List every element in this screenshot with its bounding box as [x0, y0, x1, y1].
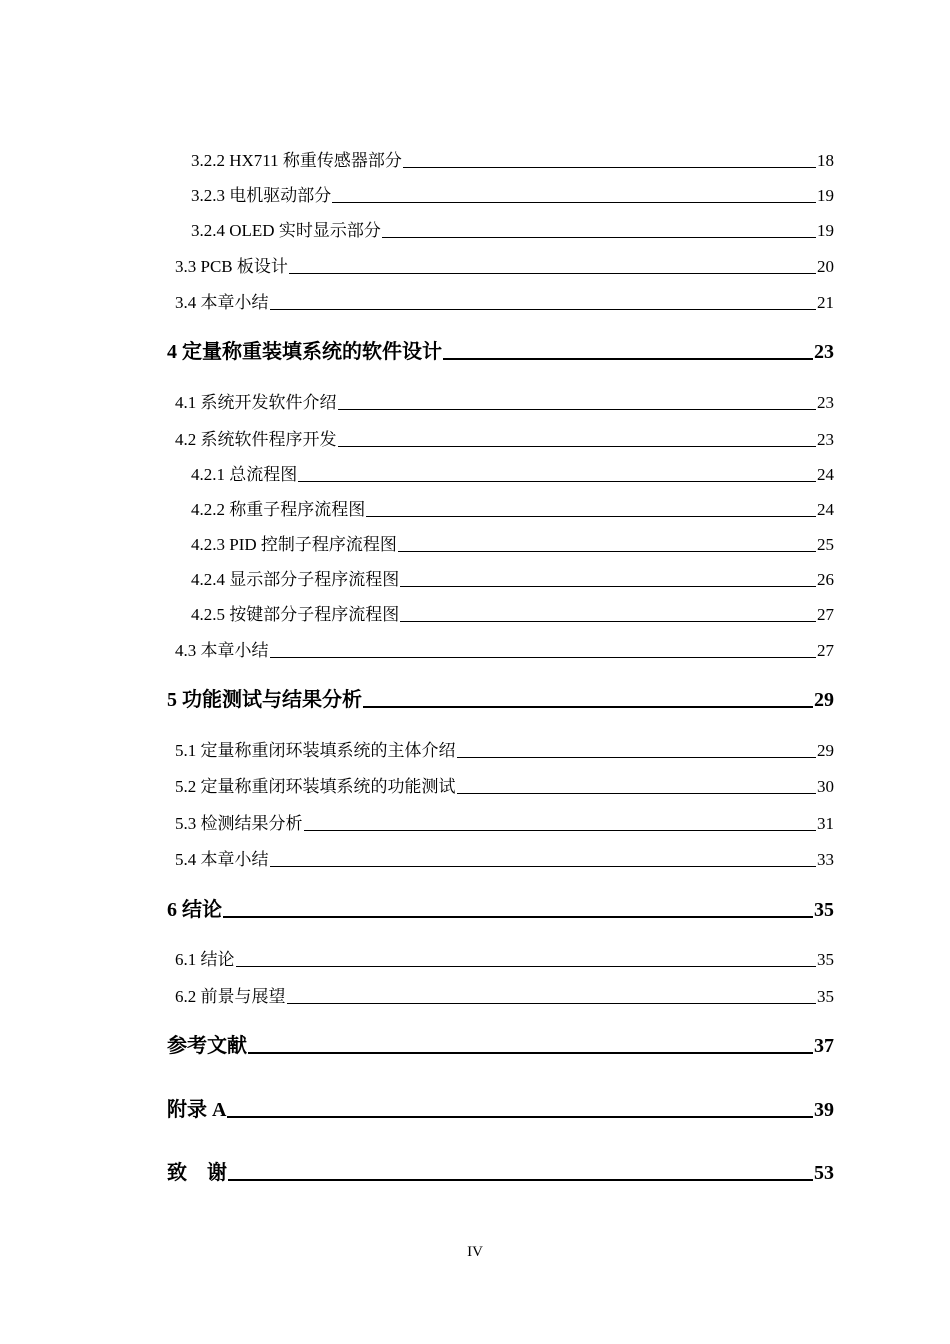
toc-entry-page: 24	[817, 500, 834, 519]
toc-entry-title: 6.2 前景与展望	[175, 987, 286, 1006]
toc-entry[interactable]	[0, 945, 950, 970]
toc-leader-line	[228, 1179, 813, 1181]
toc-entry-title: 5.1 定量称重闭环装填系统的主体介绍	[175, 741, 456, 760]
toc-entry-title: 3.3 PCB 板设计	[175, 257, 288, 276]
toc-entry-title: 3.4 本章小结	[175, 293, 269, 312]
toc-leader-line	[400, 586, 816, 587]
toc-entry-title: 4.2.1 总流程图	[191, 465, 298, 484]
toc-leader-line	[270, 657, 817, 658]
toc-leader-line	[227, 1116, 813, 1118]
toc-entry-page: 27	[817, 641, 834, 660]
toc-leader-line	[248, 1052, 813, 1054]
toc-leader-line	[403, 167, 816, 168]
toc-leader-line	[287, 1003, 817, 1004]
toc-chapter-entry[interactable]	[0, 683, 950, 712]
toc-entry-title: 5.3 检测结果分析	[175, 814, 303, 833]
toc-entry-page: 37	[814, 1035, 834, 1057]
toc-entry[interactable]	[0, 495, 950, 520]
toc-entry-title: 附录 A	[167, 1099, 227, 1121]
toc-entry[interactable]	[0, 425, 950, 450]
toc-entry[interactable]	[0, 288, 950, 313]
toc-entry[interactable]	[0, 636, 950, 661]
toc-entry[interactable]	[0, 845, 950, 870]
toc-entry[interactable]	[0, 772, 950, 797]
toc-entry-title: 4.3 本章小结	[175, 641, 269, 660]
toc-chapter-entry[interactable]	[0, 1029, 950, 1058]
toc-leader-line	[400, 621, 816, 622]
toc-entry[interactable]	[0, 181, 950, 206]
toc-leader-line	[332, 202, 816, 203]
toc-entry[interactable]	[0, 252, 950, 277]
toc-entry-title: 4.2.4 显示部分子程序流程图	[191, 570, 400, 589]
toc-leader-line	[366, 516, 816, 517]
toc-leader-line	[236, 966, 817, 967]
toc-leader-line	[363, 706, 813, 708]
toc-entry-title: 3.2.4 OLED 实时显示部分	[191, 221, 381, 240]
toc-leader-line	[223, 916, 813, 918]
toc-entry[interactable]	[0, 809, 950, 834]
toc-entry-page: 19	[817, 221, 834, 240]
toc-entry-title: 4.2 系统软件程序开发	[175, 430, 337, 449]
toc-entry-page: 35	[814, 899, 834, 921]
toc-entry-title: 5 功能测试与结果分析	[167, 689, 362, 711]
toc-entry[interactable]	[0, 146, 950, 171]
toc-entry-page: 27	[817, 605, 834, 624]
toc-entry-title: 致 谢	[167, 1162, 227, 1184]
toc-entry-title: 6 结论	[167, 899, 222, 921]
toc-entry[interactable]	[0, 388, 950, 413]
toc-leader-line	[270, 309, 817, 310]
toc-entry-title: 4.2.2 称重子程序流程图	[191, 500, 366, 519]
toc-leader-line	[398, 551, 816, 552]
toc-entry[interactable]	[0, 982, 950, 1007]
toc-entry-page: 23	[817, 430, 834, 449]
toc-entry-page: 26	[817, 570, 834, 589]
toc-leader-line	[382, 237, 816, 238]
toc-leader-line	[457, 757, 817, 758]
toc-leader-line	[289, 273, 816, 274]
toc-leader-line	[270, 866, 817, 867]
toc-entry[interactable]	[0, 565, 950, 590]
toc-entry-page: 29	[817, 741, 834, 760]
toc-entry-title: 4.1 系统开发软件介绍	[175, 393, 337, 412]
toc-entry-page: 20	[817, 257, 834, 276]
toc-entry-page: 35	[817, 987, 834, 1006]
toc-entry-title: 4.2.3 PID 控制子程序流程图	[191, 535, 397, 554]
toc-entry-page: 33	[817, 850, 834, 869]
page-number-footer: IV	[467, 1244, 483, 1260]
toc-leader-line	[443, 358, 813, 360]
toc-entry-title: 4.2.5 按键部分子程序流程图	[191, 605, 400, 624]
toc-entry[interactable]	[0, 460, 950, 485]
toc-entry-page: 21	[817, 293, 834, 312]
toc-entry-page: 25	[817, 535, 834, 554]
toc-entry-page: 31	[817, 814, 834, 833]
toc-entry-title: 4 定量称重装填系统的软件设计	[167, 341, 442, 363]
toc-leader-line	[304, 830, 817, 831]
toc-entry[interactable]	[0, 600, 950, 625]
toc-entry-title: 6.1 结论	[175, 950, 235, 969]
toc-entry-title: 5.4 本章小结	[175, 850, 269, 869]
toc-entry-page: 24	[817, 465, 834, 484]
toc-chapter-entry[interactable]	[0, 893, 950, 922]
toc-chapter-entry[interactable]	[0, 1093, 950, 1122]
toc-entry-page: 29	[814, 689, 834, 711]
toc-entry-title: 3.2.2 HX711 称重传感器部分	[191, 151, 402, 170]
toc-leader-line	[338, 409, 817, 410]
toc-entry-page: 35	[817, 950, 834, 969]
toc-entry[interactable]	[0, 736, 950, 761]
toc-entry-page: 53	[814, 1162, 834, 1184]
toc-entry-page: 18	[817, 151, 834, 170]
toc-entry-page: 39	[814, 1099, 834, 1121]
toc-entry-title: 参考文献	[167, 1035, 247, 1057]
toc-leader-line	[338, 446, 817, 447]
toc-entry-title: 3.2.3 电机驱动部分	[191, 186, 332, 205]
toc-entry-page: 23	[814, 341, 834, 363]
toc-entry[interactable]	[0, 216, 950, 241]
toc-leader-line	[298, 481, 816, 482]
toc-entry-page: 30	[817, 777, 834, 796]
toc-entry-title: 5.2 定量称重闭环装填系统的功能测试	[175, 777, 456, 796]
toc-entry[interactable]	[0, 530, 950, 555]
toc-chapter-entry[interactable]	[0, 335, 950, 364]
toc-leader-line	[457, 793, 817, 794]
toc-entry-page: 19	[817, 186, 834, 205]
toc-chapter-entry[interactable]	[0, 1156, 950, 1185]
toc-entry-page: 23	[817, 393, 834, 412]
